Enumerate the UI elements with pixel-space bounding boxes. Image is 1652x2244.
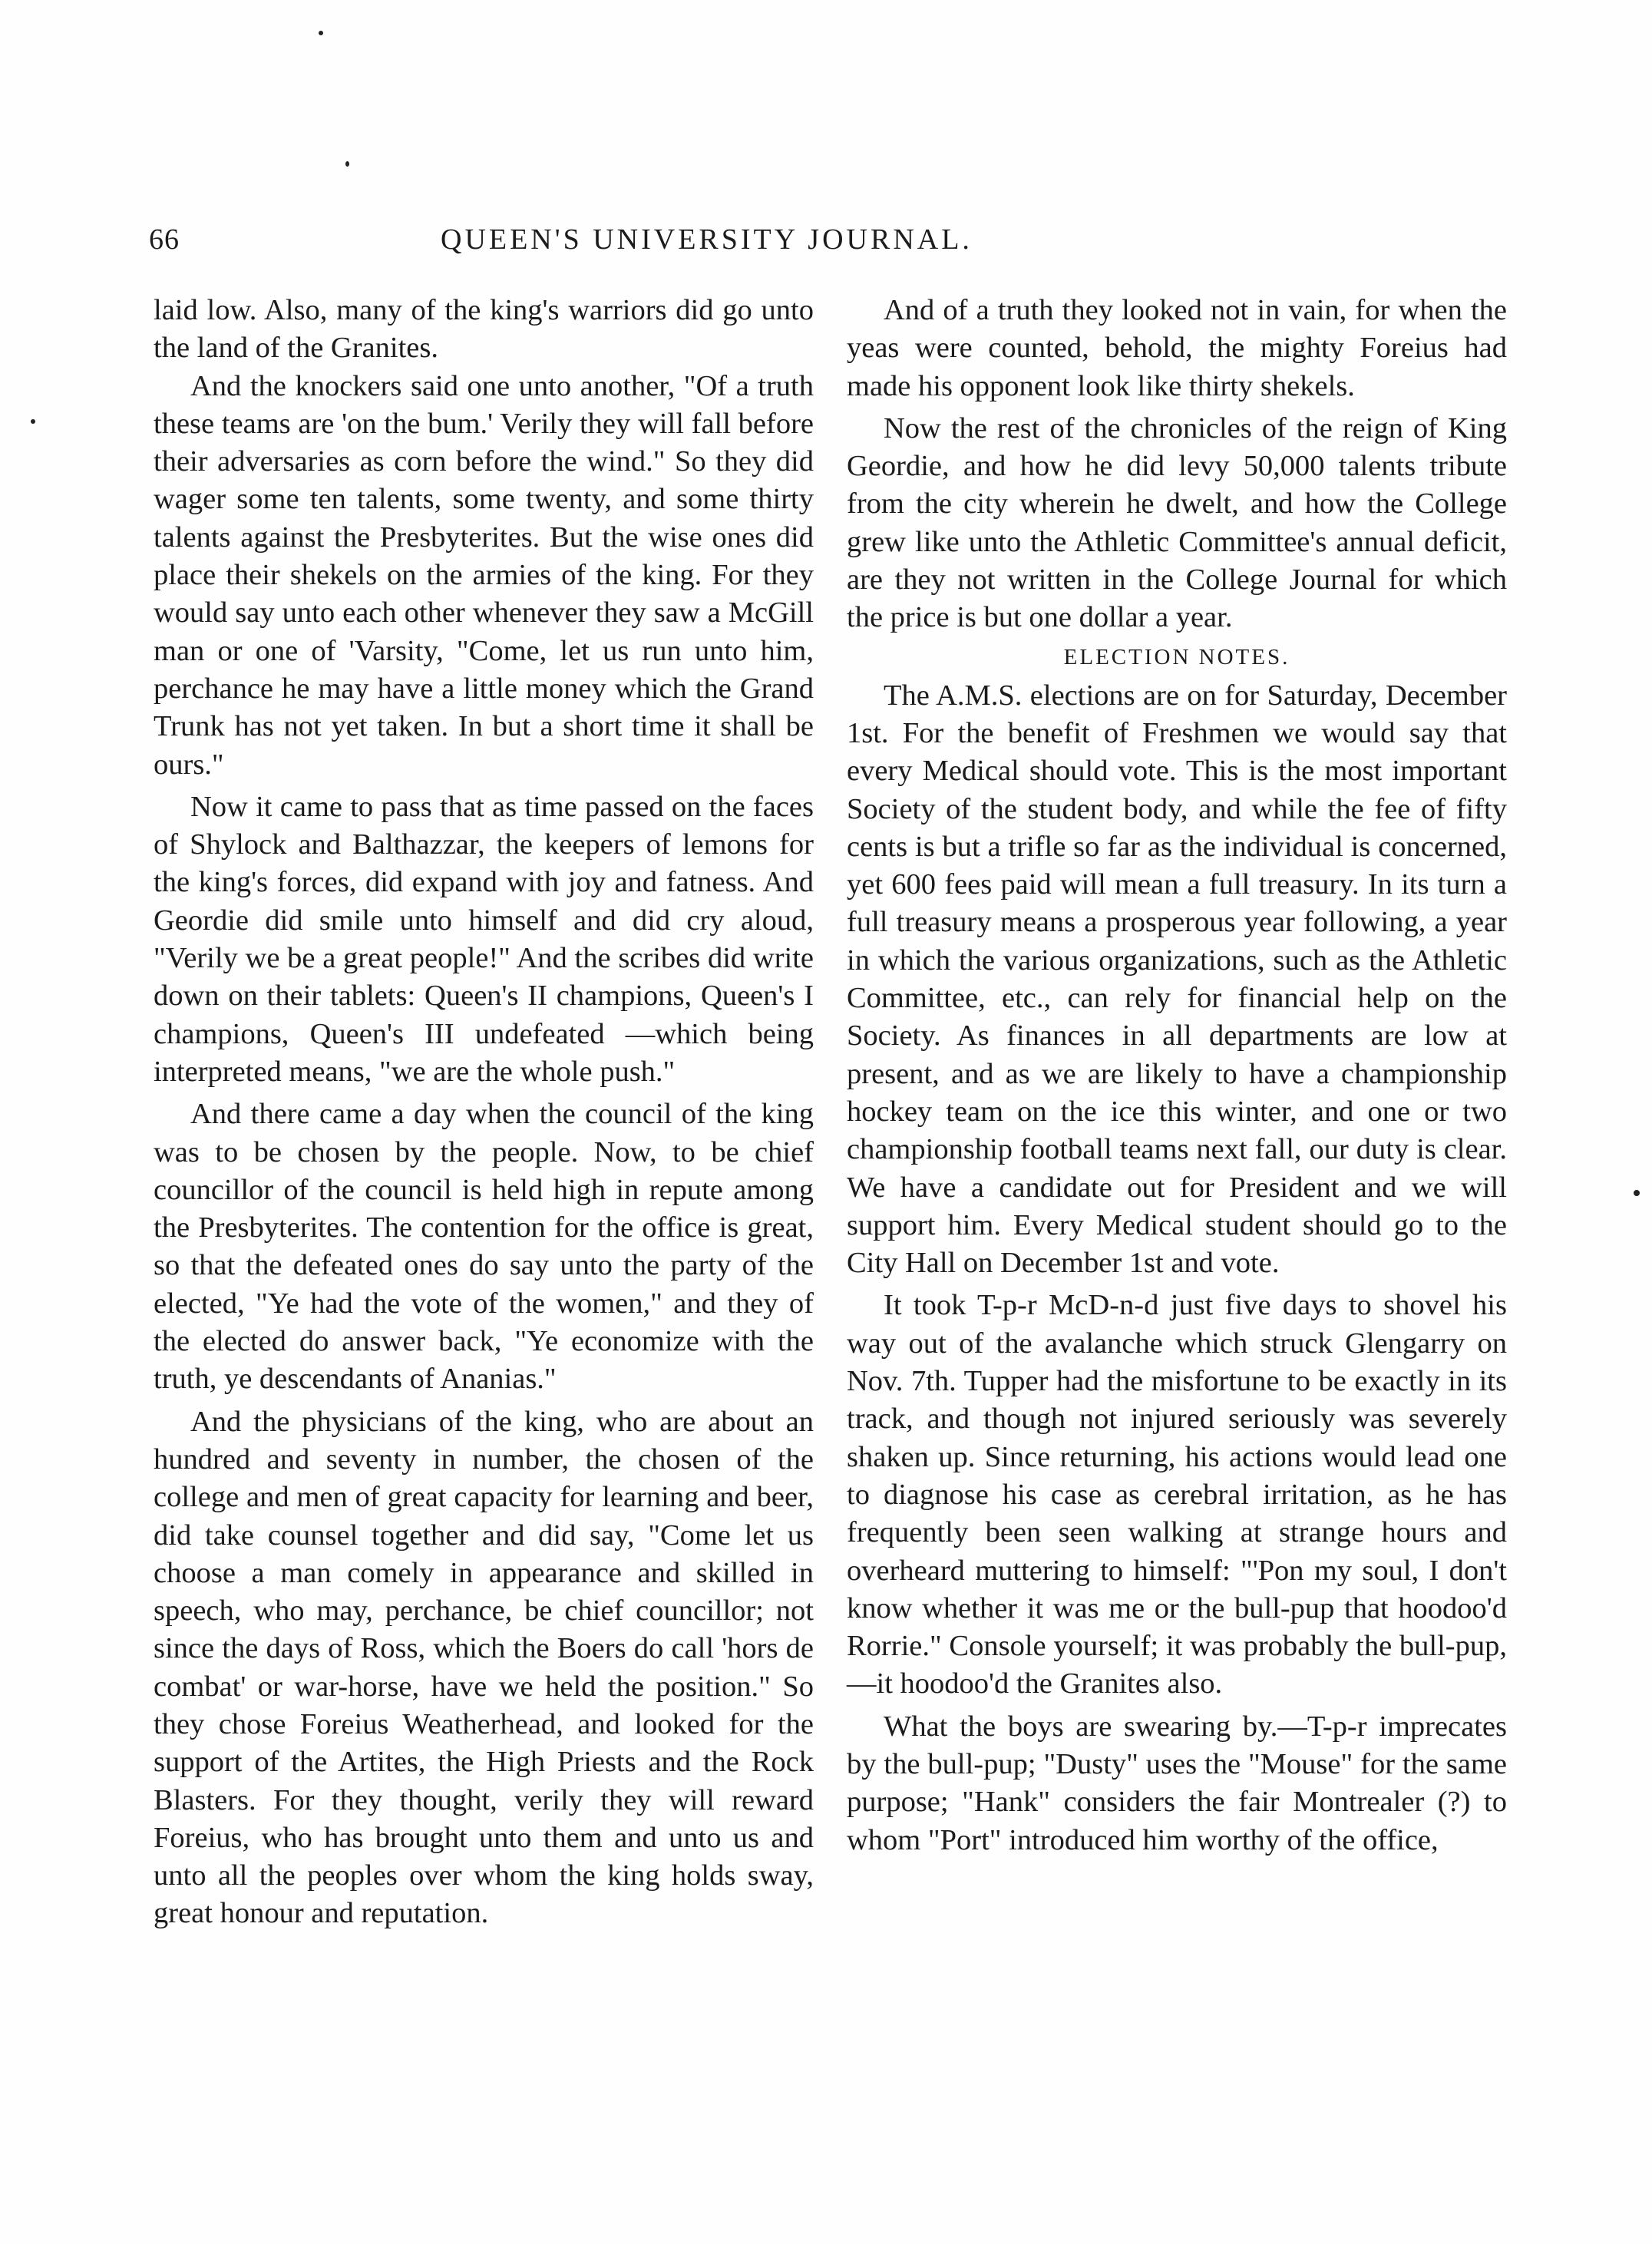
paragraph: And the physicians of the king, who are about an hundred and seventy in number, the chosen of the college and men of great capacity for learning and beer, did take counsel together and did say, "Come let us choose a man comely in appearance and skilled in speech, who may, perchance, be chief councillor; not since the days of Ross, which the Boers do call 'hors de combat' or war-horse, have we held the position." So they chose Foreius Weatherhead, and looked for the support of the Artites, the High Priests and the Rock Blasters. For they thought, verily they will reward Foreius, who has brought unto them and unto us and unto all the peoples over whom the king holds sway, great honour and reputation.	[154, 1405, 814, 1930]
print-speck	[1634, 1190, 1640, 1196]
paragraph: Now it came to pass that as time passed on the faces of Shylock and Balthazzar, the keepers of lemons for the king's forces, did expand with joy and fatness. And Geordie did smile unto himself and did cry aloud, "Verily we be a great people!" And the scribes did write down on their tablets: Queen's II champions, Queen's I champions, Queen's III undefeated —which being interpreted means, "we are the whole push."	[154, 790, 814, 1088]
paragraph: And there came a day when the council of the king was to be chosen by the people. Now, to be chief councillor of the council is held high in repute among the Presbyterites. The contention for the office is great, so that the defeated ones do say unto the party of the elected, "Ye had the vote of the women," and they of the elected do answer back, "Ye economize with the truth, ye descendants of Ananias."	[154, 1098, 814, 1396]
paragraph: And of a truth they looked not in vain, for when the yeas were counted, behold, the mighty Foreius had made his opponent look like thirty shekels.	[847, 294, 1507, 402]
section-heading: ELECTION NOTES.	[1063, 644, 1290, 669]
print-speck	[319, 31, 323, 35]
running-title: QUEEN'S UNIVERSITY JOURNAL.	[441, 223, 973, 256]
paragraph: And the knockers said one unto another, "Of a truth these teams are 'on the bum.' Verily they will fall before their adversaries as corn before the wind." So they did wager some ten talents, some twenty, and some thirty talents against the Presbyterites. But the wise ones did place their shekels on the armies of the king. For they would say unto each other whenever they saw a McGill man or one of 'Varsity, "Come, let us run unto him, perchance he may have a little money which the Grand Trunk has not yet taken. In but a short time it shall be ours."	[154, 369, 814, 781]
paragraph: laid low. Also, many of the king's warriors did go unto the land of the Granites.	[154, 294, 814, 365]
page-number: 66	[149, 223, 180, 256]
print-speck	[345, 161, 349, 167]
paragraph: It took T-p-r McD-n-d just five days to shovel his way out of the avalanche which struck Glengarry on Nov. 7th. Tupper had the misfortune to be exactly in its track, and though not injured seriously was severely shaken up. Since returning, his actions would lead one to diagnose his case as cerebral irritation, as he has frequently been seen walking at strange hours and overheard muttering to himself: "'Pon my soul, I don't know whether it was me or the bull-pup that hoodoo'd Rorrie." Console yourself; it was probably the bull-pup,—it hoodoo'd the Granites also.	[847, 1289, 1507, 1700]
paragraph: Now the rest of the chronicles of the reign of King Geordie, and how he did levy 50,000 talents tribute from the city wherein he dwelt, and how the College grew like unto the Athletic Committee's annual deficit, are they not written in the College Journal for which the price is but one dollar a year.	[847, 411, 1507, 634]
page-header	[149, 223, 1505, 269]
paragraph: What the boys are swearing by.—T-p-r imprecates by the bull-pup; "Dusty" uses the "Mouse" for the same purpose; "Hank" considers the fair Montrealer (?) to whom "Port" introduced him worthy of the office,	[847, 1710, 1507, 1856]
right-column	[847, 292, 1507, 1859]
paragraph: The A.M.S. elections are on for Saturday, December 1st. For the benefit of Freshmen we would say that every Medical should vote. This is the most important Society of the student body, and while the fee of fifty cents is but a trifle so far as the individual is concerned, yet 600 fees paid will mean a full treasury. In its turn a full treasury means a prosperous year following, a year in which the various organizations, such as the Athletic Committee, etc., can rely for financial help on the Society. As finances in all departments are low at present, and as we are likely to have a championship hockey team on the ice this winter, and one or two championship football teams next fall, our duty is clear. We have a candidate out for President and we will support him. Every Medical student should go to the City Hall on December 1st and vote.	[847, 679, 1507, 1280]
print-speck	[31, 419, 35, 424]
left-column	[154, 292, 814, 1933]
